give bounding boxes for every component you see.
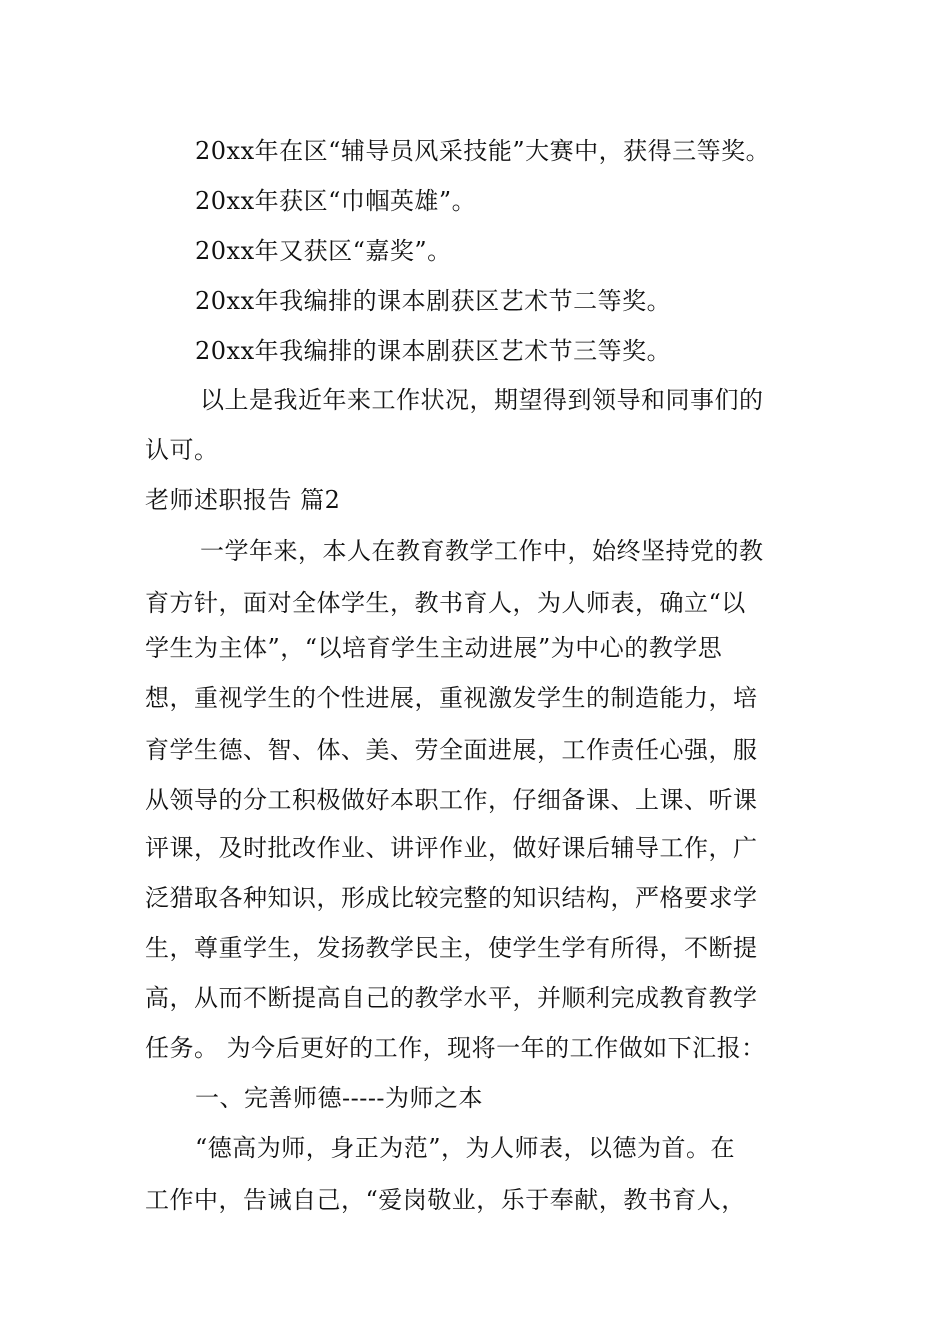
body-paragraph-line-3: 学生为主体”，“以培育学生主动进展”为中心的教学思 <box>145 634 723 662</box>
body-paragraph-line-10: 高，从而不断提高自己的教学水平，并顺利完成教育教学 <box>145 984 758 1012</box>
body-paragraph-line-6: 从领导的分工积极做好本职工作，仔细备课、上课、听课 <box>145 786 758 814</box>
body-paragraph-line-7: 评课，及时批改作业、讲评作业，做好课后辅导工作，广 <box>145 834 758 862</box>
subsection-heading: 一、完善师德-----为师之本 <box>195 1084 484 1112</box>
body-paragraph-line-4: 想，重视学生的个性进展，重视激发学生的制造能力，培 <box>145 684 758 712</box>
award-line-3: 20xx年又获区“嘉奖”。 <box>195 237 452 265</box>
closing-paragraph-line-2: 认可。 <box>145 436 219 464</box>
ethics-paragraph-line-2: 工作中，告诫自己，“爱岗敬业，乐于奉献，教书育人， <box>145 1186 746 1214</box>
ethics-paragraph-line-1: “德高为师，身正为范”，为人师表，以德为首。在 <box>195 1134 736 1162</box>
closing-paragraph-line-1: 以上是我近年来工作状况，期望得到领导和同事们的 <box>200 386 764 414</box>
body-paragraph-line-9: 生，尊重学生，发扬教学民主，使学生学有所得，不断提 <box>145 934 758 962</box>
body-paragraph-line-11: 任务。 为今后更好的工作，现将一年的工作做如下汇报： <box>145 1034 766 1062</box>
body-paragraph-line-8: 泛猎取各种知识，形成比较完整的知识结构，严格要求学 <box>145 884 758 912</box>
body-paragraph-line-2: 育方针，面对全体学生，教书育人，为人师表，确立“以 <box>145 589 746 617</box>
body-paragraph-line-1: 一学年来，本人在教育教学工作中，始终坚持党的教 <box>200 537 764 565</box>
award-line-4: 20xx年我编排的课本剧获区艺术节二等奖。 <box>195 287 672 315</box>
award-line-1: 20xx年在区“辅导员风采技能”大赛中，获得三等奖。 <box>195 137 771 165</box>
section-heading: 老师述职报告 篇2 <box>145 486 341 514</box>
award-line-2: 20xx年获区“巾帼英雄”。 <box>195 187 477 215</box>
award-line-5: 20xx年我编排的课本剧获区艺术节三等奖。 <box>195 337 672 365</box>
body-paragraph-line-5: 育学生德、智、体、美、劳全面进展，工作责任心强，服 <box>145 736 758 764</box>
